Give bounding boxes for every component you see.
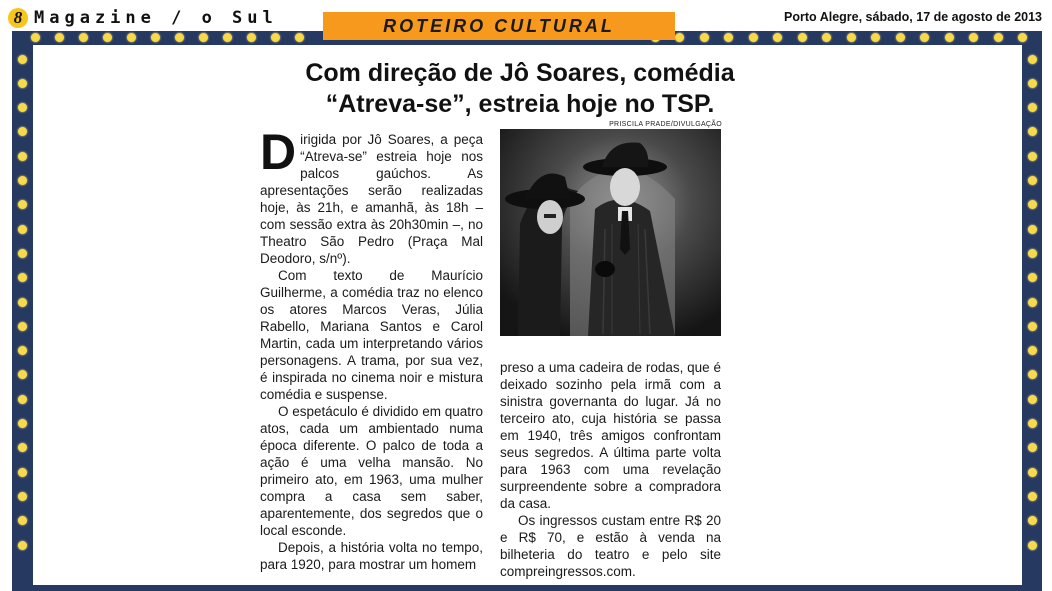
light-bulb-icon xyxy=(969,33,978,42)
column-label: ROTEIRO CULTURAL xyxy=(383,15,615,36)
light-bulb-icon xyxy=(18,103,27,112)
paragraph-4: Depois, a história volta no tempo, para 1920, para mostrar um homem xyxy=(260,540,483,572)
light-bulb-icon xyxy=(18,79,27,88)
light-bulb-icon xyxy=(1028,152,1037,161)
light-bulb-icon xyxy=(247,33,256,42)
light-bulb-icon xyxy=(749,33,758,42)
light-bulb-icon xyxy=(151,33,160,42)
light-bulb-icon xyxy=(18,176,27,185)
light-bulb-icon xyxy=(1028,541,1037,550)
paragraph-2: Com texto de Maurício Guilherme, a comédia traz no elenco os atores Marcos Veras, Júlia Rabello, Mariana Santos e Carol Martin, cada um interpretando vários personagens. A trama, por sua vez, é inspirada no cinema noir e mistura comédia e suspense. xyxy=(260,268,483,402)
light-bulb-icon xyxy=(55,33,64,42)
light-bulb-icon xyxy=(18,419,27,428)
light-bulb-icon xyxy=(18,298,27,307)
light-bulb-icon xyxy=(223,33,232,42)
photo-credit: PRISCILA PRADE/DIVULGAÇÃO xyxy=(609,121,722,128)
light-bulb-icon xyxy=(18,492,27,501)
light-bulb-icon xyxy=(871,33,880,42)
light-bulb-icon xyxy=(1028,200,1037,209)
light-bulb-icon xyxy=(1028,103,1037,112)
light-bulb-icon xyxy=(18,322,27,331)
light-bulb-icon xyxy=(18,395,27,404)
light-bulb-icon xyxy=(18,541,27,550)
light-bulb-icon xyxy=(18,225,27,234)
light-bulb-icon xyxy=(18,468,27,477)
light-bulb-icon xyxy=(945,33,954,42)
paragraph-1 xyxy=(260,124,483,267)
light-bulb-icon xyxy=(1028,79,1037,88)
article-column-2 xyxy=(500,359,721,580)
light-bulb-icon xyxy=(127,33,136,42)
light-bulb-icon xyxy=(1028,273,1037,282)
paragraph-1-text: irigida por Jô Soares, a peça “Atreva-se” estreia hoje nos palcos gaúchos. As apresentações serão realizadas hoje, às 21h, e amanhã, às 18h – com sessão extra às 20h30min –, no Theatro São Pedro (Praça Mal Deodoro, s/nº). xyxy=(260,132,483,266)
light-bulb-icon xyxy=(773,33,782,42)
light-bulb-icon xyxy=(295,33,304,42)
light-bulb-icon xyxy=(675,33,684,42)
light-bulb-icon xyxy=(1028,322,1037,331)
light-bulb-icon xyxy=(1028,298,1037,307)
headline-line-1: Com direção de Jô Soares, comédia xyxy=(305,59,735,87)
light-bulb-icon xyxy=(798,33,807,42)
column-label-tab xyxy=(323,12,675,40)
light-bulb-icon xyxy=(1028,443,1037,452)
light-bulb-icon xyxy=(822,33,831,42)
headline-line-2: “Atreva-se”, estreia hoje no TSP. xyxy=(325,90,715,118)
light-bulb-icon xyxy=(920,33,929,42)
light-bulb-icon xyxy=(896,33,905,42)
light-bulb-icon xyxy=(103,33,112,42)
light-bulb-icon xyxy=(1028,176,1037,185)
page-number: 8 xyxy=(8,8,28,28)
light-bulb-icon xyxy=(18,346,27,355)
light-bulb-icon xyxy=(18,516,27,525)
light-bulb-icon xyxy=(1028,492,1037,501)
article-column-1 xyxy=(260,124,483,573)
light-bulb-icon xyxy=(18,200,27,209)
light-bulb-icon xyxy=(1028,346,1037,355)
light-bulb-icon xyxy=(175,33,184,42)
light-bulb-icon xyxy=(1028,249,1037,258)
issue-date: Porto Alegre, sábado, 17 de agosto de 2013 xyxy=(784,10,1042,24)
masthead-left xyxy=(8,8,278,28)
article-photo xyxy=(500,129,721,336)
light-bulb-icon xyxy=(700,33,709,42)
light-bulb-icon xyxy=(18,370,27,379)
paragraph-5: preso a uma cadeira de rodas, que é deixado sozinho pela irmã com a sinistra governanta do lugar. Já no terceiro ato, cuja história se passa em 1940, três amigos confrontam seus segredos. A última parte volta para 1963 com uma revelação surpreendente sobre a compradora da casa. xyxy=(500,360,721,511)
light-bulb-icon xyxy=(18,273,27,282)
headline xyxy=(200,58,840,120)
photo-illustration xyxy=(500,129,721,336)
light-bulb-icon xyxy=(847,33,856,42)
light-bulb-icon xyxy=(31,33,40,42)
light-bulb-icon xyxy=(199,33,208,42)
light-bulb-icon xyxy=(79,33,88,42)
light-bulb-icon xyxy=(1028,225,1037,234)
section-name: Magazine / o Sul xyxy=(34,8,278,28)
light-bulb-icon xyxy=(1028,370,1037,379)
light-bulb-icon xyxy=(1018,33,1027,42)
paragraph-3: O espetáculo é dividido em quatro atos, cada um ambientado numa época diferente. O palco de toda a ação é uma velha mansão. No primeiro ato, em 1963, uma mulher compra a casa sem saber, aparentemente, dos segredos que o local esconde. xyxy=(260,404,483,538)
light-bulb-icon xyxy=(724,33,733,42)
light-bulb-icon xyxy=(18,152,27,161)
light-bulb-icon xyxy=(1028,468,1037,477)
light-bulb-icon xyxy=(18,249,27,258)
light-bulb-icon xyxy=(1028,419,1037,428)
light-bulb-icon xyxy=(271,33,280,42)
light-bulb-icon xyxy=(994,33,1003,42)
light-bulb-icon xyxy=(18,443,27,452)
light-bulb-icon xyxy=(1028,395,1037,404)
drop-cap: D xyxy=(260,124,297,180)
light-bulb-icon xyxy=(18,55,27,64)
light-bulb-icon xyxy=(1028,516,1037,525)
paragraph-6: Os ingressos custam entre R$ 20 e R$ 70, e estão à venda na bilheteria do teatro e pelo site compreingressos.com. xyxy=(500,513,721,579)
light-bulb-icon xyxy=(18,127,27,136)
light-bulb-icon xyxy=(1028,55,1037,64)
light-bulb-icon xyxy=(1028,127,1037,136)
